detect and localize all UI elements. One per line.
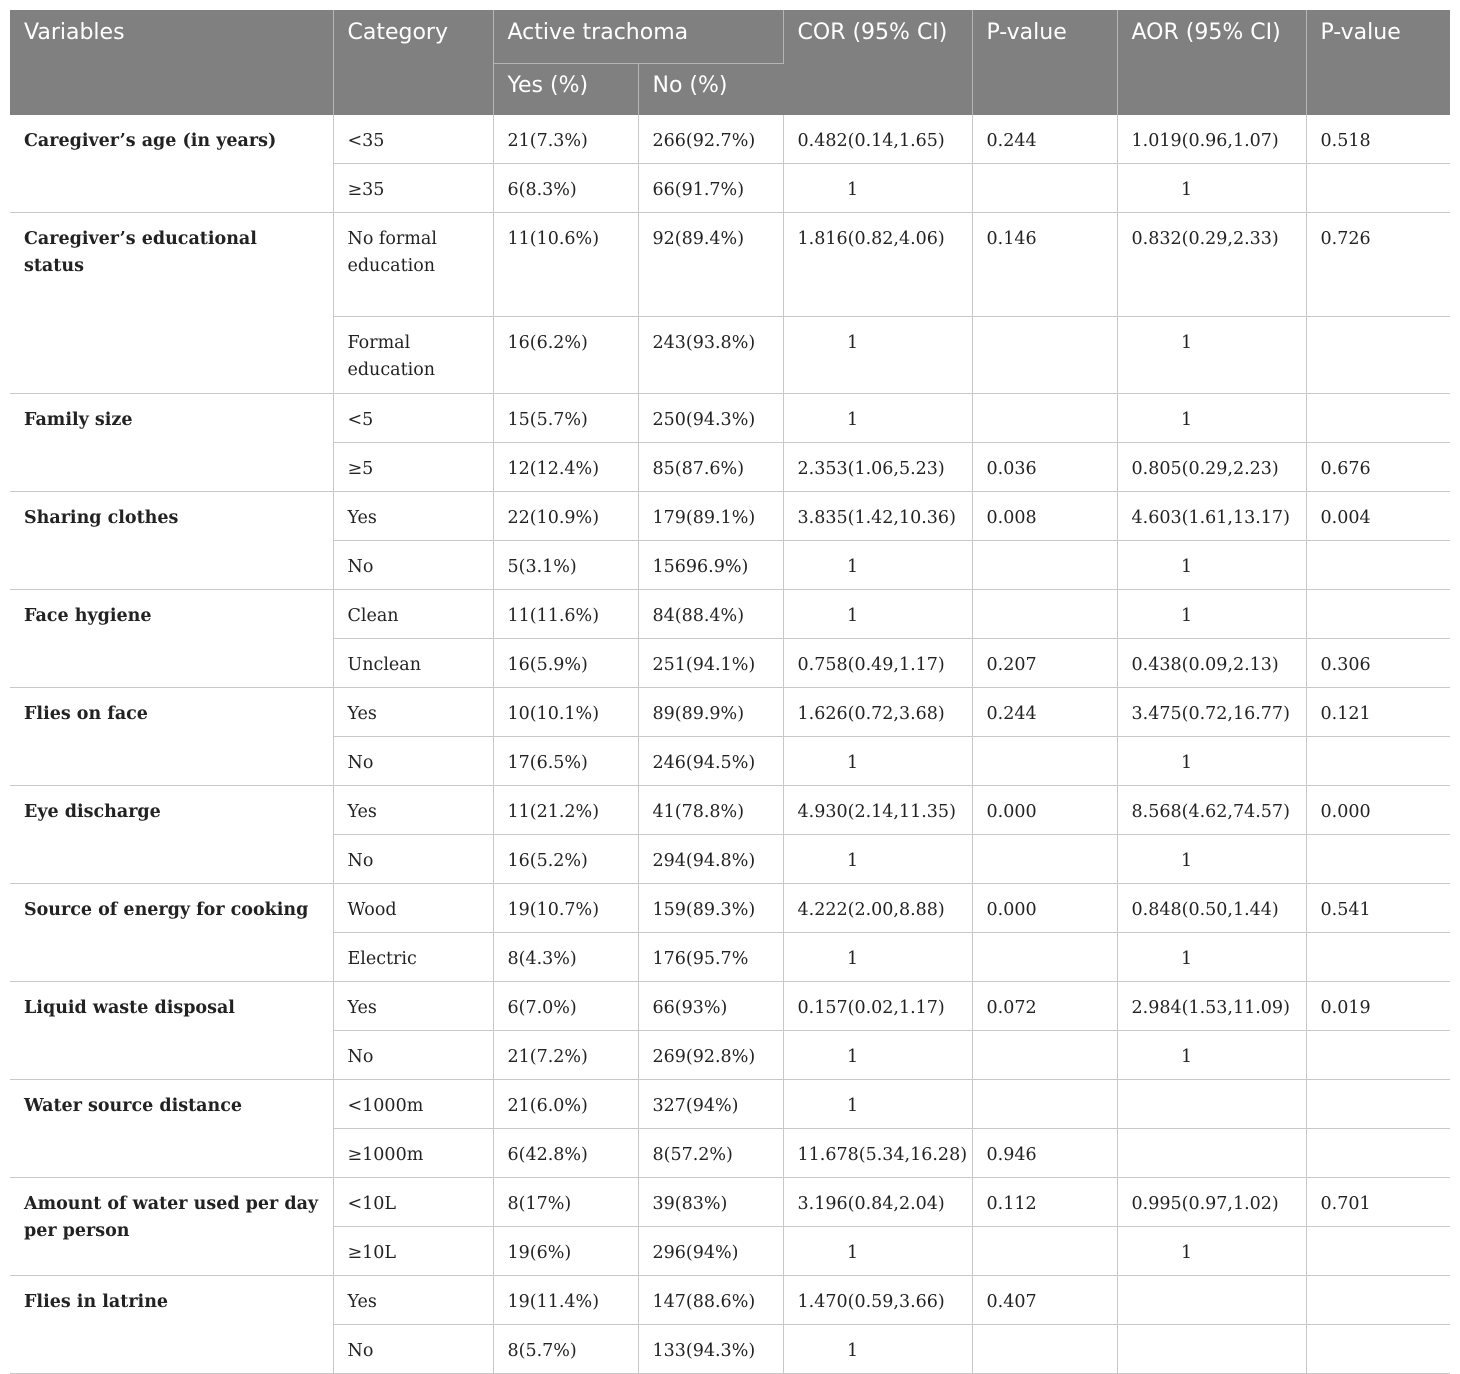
cor-cell: 0.482(0.14,1.65) bbox=[783, 115, 972, 164]
p-value-cell bbox=[1306, 590, 1450, 639]
variable-cell: Face hygiene bbox=[10, 590, 333, 688]
aor-cell: 0.438(0.09,2.13) bbox=[1117, 639, 1306, 688]
p-value-cell: 0.207 bbox=[972, 639, 1117, 688]
cor-cell: 1 bbox=[783, 590, 972, 639]
no-cell: 250(94.3%) bbox=[638, 394, 783, 443]
aor-cell: 1 bbox=[1117, 1031, 1306, 1080]
category-cell: Unclean bbox=[333, 639, 493, 688]
yes-cell: 21(6.0%) bbox=[493, 1080, 638, 1129]
no-cell: 89(89.9%) bbox=[638, 688, 783, 737]
category-cell: Clean bbox=[333, 590, 493, 639]
table-row bbox=[10, 786, 1450, 835]
aor-cell: 4.603(1.61,13.17) bbox=[1117, 492, 1306, 541]
p-value-cell: 0.121 bbox=[1306, 688, 1450, 737]
category-cell: <5 bbox=[333, 394, 493, 443]
p-value-cell: 0.000 bbox=[972, 786, 1117, 835]
variable-cell: Water source distance bbox=[10, 1080, 333, 1178]
aor-cell: 3.475(0.72,16.77) bbox=[1117, 688, 1306, 737]
p-value-cell bbox=[972, 1227, 1117, 1276]
no-cell: 85(87.6%) bbox=[638, 443, 783, 492]
aor-cell: 1 bbox=[1117, 737, 1306, 786]
variable-cell: Caregiver’s age (in years) bbox=[10, 115, 333, 213]
cor-cell: 3.196(0.84,2.04) bbox=[783, 1178, 972, 1227]
header-cor: COR (95% CI) bbox=[783, 10, 972, 115]
table-row bbox=[10, 1080, 1450, 1129]
table-row bbox=[10, 394, 1450, 443]
cor-cell: 1.470(0.59,3.66) bbox=[783, 1276, 972, 1325]
no-cell: 8(57.2%) bbox=[638, 1129, 783, 1178]
yes-cell: 6(42.8%) bbox=[493, 1129, 638, 1178]
yes-cell: 6(7.0%) bbox=[493, 982, 638, 1031]
table-row bbox=[10, 688, 1450, 737]
header-category: Category bbox=[333, 10, 493, 115]
p-value-cell bbox=[972, 933, 1117, 982]
p-value-cell: 0.146 bbox=[972, 213, 1117, 317]
p-value-cell bbox=[972, 1031, 1117, 1080]
cor-cell: 1 bbox=[783, 835, 972, 884]
p-value-cell bbox=[972, 317, 1117, 394]
aor-cell: 0.848(0.50,1.44) bbox=[1117, 884, 1306, 933]
cor-cell: 3.835(1.42,10.36) bbox=[783, 492, 972, 541]
no-cell: 294(94.8%) bbox=[638, 835, 783, 884]
no-cell: 66(93%) bbox=[638, 982, 783, 1031]
p-value-cell bbox=[1306, 541, 1450, 590]
no-cell: 41(78.8%) bbox=[638, 786, 783, 835]
cor-cell: 1 bbox=[783, 1227, 972, 1276]
p-value-cell: 0.407 bbox=[972, 1276, 1117, 1325]
p-value-cell bbox=[972, 590, 1117, 639]
variable-cell: Amount of water used per day per person bbox=[10, 1178, 333, 1276]
category-cell: Yes bbox=[333, 786, 493, 835]
header-p-value-1: P-value bbox=[972, 10, 1117, 115]
p-value-cell bbox=[972, 1080, 1117, 1129]
yes-cell: 19(10.7%) bbox=[493, 884, 638, 933]
p-value-cell: 0.726 bbox=[1306, 213, 1450, 317]
cor-cell: 1 bbox=[783, 737, 972, 786]
table-row bbox=[10, 590, 1450, 639]
no-cell: 147(88.6%) bbox=[638, 1276, 783, 1325]
yes-cell: 16(6.2%) bbox=[493, 317, 638, 394]
category-cell: <35 bbox=[333, 115, 493, 164]
variable-cell: Eye discharge bbox=[10, 786, 333, 884]
category-cell: ≥1000m bbox=[333, 1129, 493, 1178]
p-value-cell bbox=[1306, 1129, 1450, 1178]
header-no: No (%) bbox=[638, 64, 783, 116]
cor-cell: 1 bbox=[783, 394, 972, 443]
p-value-cell bbox=[1306, 835, 1450, 884]
yes-cell: 16(5.9%) bbox=[493, 639, 638, 688]
cor-cell: 1 bbox=[783, 541, 972, 590]
p-value-cell: 0.000 bbox=[1306, 786, 1450, 835]
no-cell: 159(89.3%) bbox=[638, 884, 783, 933]
cor-cell: 11.678(5.34,16.28) bbox=[783, 1129, 972, 1178]
yes-cell: 5(3.1%) bbox=[493, 541, 638, 590]
p-value-cell: 0.306 bbox=[1306, 639, 1450, 688]
p-value-cell: 0.004 bbox=[1306, 492, 1450, 541]
yes-cell: 11(21.2%) bbox=[493, 786, 638, 835]
no-cell: 296(94%) bbox=[638, 1227, 783, 1276]
table-row bbox=[10, 1276, 1450, 1325]
no-cell: 269(92.8%) bbox=[638, 1031, 783, 1080]
aor-cell: 0.832(0.29,2.33) bbox=[1117, 213, 1306, 317]
category-cell: No bbox=[333, 1031, 493, 1080]
category-cell: ≥5 bbox=[333, 443, 493, 492]
category-cell: <10L bbox=[333, 1178, 493, 1227]
p-value-cell: 0.244 bbox=[972, 688, 1117, 737]
aor-cell: 1.019(0.96,1.07) bbox=[1117, 115, 1306, 164]
p-value-cell bbox=[1306, 1031, 1450, 1080]
table-row bbox=[10, 982, 1450, 1031]
no-cell: 66(91.7%) bbox=[638, 164, 783, 213]
variable-cell: Source of energy for cooking bbox=[10, 884, 333, 982]
p-value-cell bbox=[972, 394, 1117, 443]
no-cell: 327(94%) bbox=[638, 1080, 783, 1129]
p-value-cell: 0.008 bbox=[972, 492, 1117, 541]
p-value-cell bbox=[1306, 1276, 1450, 1325]
yes-cell: 6(8.3%) bbox=[493, 164, 638, 213]
cor-cell: 1 bbox=[783, 933, 972, 982]
yes-cell: 12(12.4%) bbox=[493, 443, 638, 492]
p-value-cell bbox=[1306, 164, 1450, 213]
no-cell: 92(89.4%) bbox=[638, 213, 783, 317]
header-p-value-2: P-value bbox=[1306, 10, 1450, 115]
header-aor: AOR (95% CI) bbox=[1117, 10, 1306, 115]
no-cell: 179(89.1%) bbox=[638, 492, 783, 541]
table-row bbox=[10, 884, 1450, 933]
category-cell: Yes bbox=[333, 688, 493, 737]
aor-cell: 0.805(0.29,2.23) bbox=[1117, 443, 1306, 492]
yes-cell: 17(6.5%) bbox=[493, 737, 638, 786]
p-value-cell: 0.072 bbox=[972, 982, 1117, 1031]
yes-cell: 10(10.1%) bbox=[493, 688, 638, 737]
p-value-cell bbox=[1306, 1325, 1450, 1374]
category-cell: No bbox=[333, 1325, 493, 1374]
regression-table bbox=[10, 10, 1450, 1374]
cor-cell: 1 bbox=[783, 1080, 972, 1129]
p-value-cell bbox=[972, 541, 1117, 590]
cor-cell: 1 bbox=[783, 164, 972, 213]
p-value-cell bbox=[972, 835, 1117, 884]
category-cell: <1000m bbox=[333, 1080, 493, 1129]
table-row bbox=[10, 213, 1450, 317]
table-row bbox=[10, 115, 1450, 164]
cor-cell: 2.353(1.06,5.23) bbox=[783, 443, 972, 492]
yes-cell: 8(17%) bbox=[493, 1178, 638, 1227]
aor-cell bbox=[1117, 1276, 1306, 1325]
header-variables: Variables bbox=[10, 10, 333, 115]
header-active-trachoma: Active trachoma bbox=[493, 10, 783, 64]
p-value-cell: 0.518 bbox=[1306, 115, 1450, 164]
aor-cell: 1 bbox=[1117, 933, 1306, 982]
p-value-cell bbox=[1306, 394, 1450, 443]
no-cell: 39(83%) bbox=[638, 1178, 783, 1227]
aor-cell: 1 bbox=[1117, 164, 1306, 213]
cor-cell: 4.222(2.00,8.88) bbox=[783, 884, 972, 933]
yes-cell: 11(11.6%) bbox=[493, 590, 638, 639]
no-cell: 133(94.3%) bbox=[638, 1325, 783, 1374]
cor-cell: 0.758(0.49,1.17) bbox=[783, 639, 972, 688]
no-cell: 243(93.8%) bbox=[638, 317, 783, 394]
p-value-cell bbox=[1306, 317, 1450, 394]
aor-cell: 1 bbox=[1117, 541, 1306, 590]
cor-cell: 1 bbox=[783, 1325, 972, 1374]
variable-cell: Sharing clothes bbox=[10, 492, 333, 590]
cor-cell: 1 bbox=[783, 317, 972, 394]
cor-cell: 1.626(0.72,3.68) bbox=[783, 688, 972, 737]
p-value-cell: 0.112 bbox=[972, 1178, 1117, 1227]
cor-cell: 0.157(0.02,1.17) bbox=[783, 982, 972, 1031]
p-value-cell bbox=[972, 164, 1117, 213]
yes-cell: 8(4.3%) bbox=[493, 933, 638, 982]
p-value-cell: 0.036 bbox=[972, 443, 1117, 492]
aor-cell bbox=[1117, 1080, 1306, 1129]
table-body bbox=[10, 115, 1450, 1374]
p-value-cell bbox=[1306, 933, 1450, 982]
aor-cell: 8.568(4.62,74.57) bbox=[1117, 786, 1306, 835]
no-cell: 251(94.1%) bbox=[638, 639, 783, 688]
p-value-cell: 0.701 bbox=[1306, 1178, 1450, 1227]
variable-cell: Flies on face bbox=[10, 688, 333, 786]
yes-cell: 21(7.3%) bbox=[493, 115, 638, 164]
yes-cell: 19(11.4%) bbox=[493, 1276, 638, 1325]
category-cell: Wood bbox=[333, 884, 493, 933]
p-value-cell bbox=[1306, 1080, 1450, 1129]
yes-cell: 15(5.7%) bbox=[493, 394, 638, 443]
yes-cell: 21(7.2%) bbox=[493, 1031, 638, 1080]
p-value-cell: 0.244 bbox=[972, 115, 1117, 164]
category-cell: Yes bbox=[333, 982, 493, 1031]
category-cell: ≥10L bbox=[333, 1227, 493, 1276]
table-row bbox=[10, 1178, 1450, 1227]
aor-cell: 0.995(0.97,1.02) bbox=[1117, 1178, 1306, 1227]
p-value-cell: 0.000 bbox=[972, 884, 1117, 933]
p-value-cell: 0.019 bbox=[1306, 982, 1450, 1031]
aor-cell: 1 bbox=[1117, 590, 1306, 639]
yes-cell: 8(5.7%) bbox=[493, 1325, 638, 1374]
p-value-cell: 0.946 bbox=[972, 1129, 1117, 1178]
aor-cell: 1 bbox=[1117, 394, 1306, 443]
aor-cell bbox=[1117, 1129, 1306, 1178]
category-cell: Yes bbox=[333, 1276, 493, 1325]
yes-cell: 19(6%) bbox=[493, 1227, 638, 1276]
category-cell: No bbox=[333, 737, 493, 786]
yes-cell: 16(5.2%) bbox=[493, 835, 638, 884]
no-cell: 176(95.7% bbox=[638, 933, 783, 982]
no-cell: 266(92.7%) bbox=[638, 115, 783, 164]
table-row bbox=[10, 492, 1450, 541]
category-cell: No bbox=[333, 835, 493, 884]
cor-cell: 4.930(2.14,11.35) bbox=[783, 786, 972, 835]
p-value-cell bbox=[972, 1325, 1117, 1374]
aor-cell: 2.984(1.53,11.09) bbox=[1117, 982, 1306, 1031]
p-value-cell bbox=[1306, 737, 1450, 786]
category-cell: Electric bbox=[333, 933, 493, 982]
yes-cell: 11(10.6%) bbox=[493, 213, 638, 317]
aor-cell bbox=[1117, 1325, 1306, 1374]
p-value-cell: 0.541 bbox=[1306, 884, 1450, 933]
variable-cell: Liquid waste disposal bbox=[10, 982, 333, 1080]
yes-cell: 22(10.9%) bbox=[493, 492, 638, 541]
variable-cell: Flies in latrine bbox=[10, 1276, 333, 1374]
p-value-cell bbox=[1306, 1227, 1450, 1276]
category-cell: No formal education bbox=[333, 213, 493, 317]
variable-cell: Caregiver’s educational status bbox=[10, 213, 333, 394]
aor-cell: 1 bbox=[1117, 835, 1306, 884]
no-cell: 15696.9%) bbox=[638, 541, 783, 590]
aor-cell: 1 bbox=[1117, 317, 1306, 394]
no-cell: 246(94.5%) bbox=[638, 737, 783, 786]
aor-cell: 1 bbox=[1117, 1227, 1306, 1276]
p-value-cell: 0.676 bbox=[1306, 443, 1450, 492]
header-yes: Yes (%) bbox=[493, 64, 638, 116]
category-cell: ≥35 bbox=[333, 164, 493, 213]
cor-cell: 1.816(0.82,4.06) bbox=[783, 213, 972, 317]
category-cell: Formal education bbox=[333, 317, 493, 394]
no-cell: 84(88.4%) bbox=[638, 590, 783, 639]
category-cell: Yes bbox=[333, 492, 493, 541]
category-cell: No bbox=[333, 541, 493, 590]
cor-cell: 1 bbox=[783, 1031, 972, 1080]
variable-cell: Family size bbox=[10, 394, 333, 492]
p-value-cell bbox=[972, 737, 1117, 786]
